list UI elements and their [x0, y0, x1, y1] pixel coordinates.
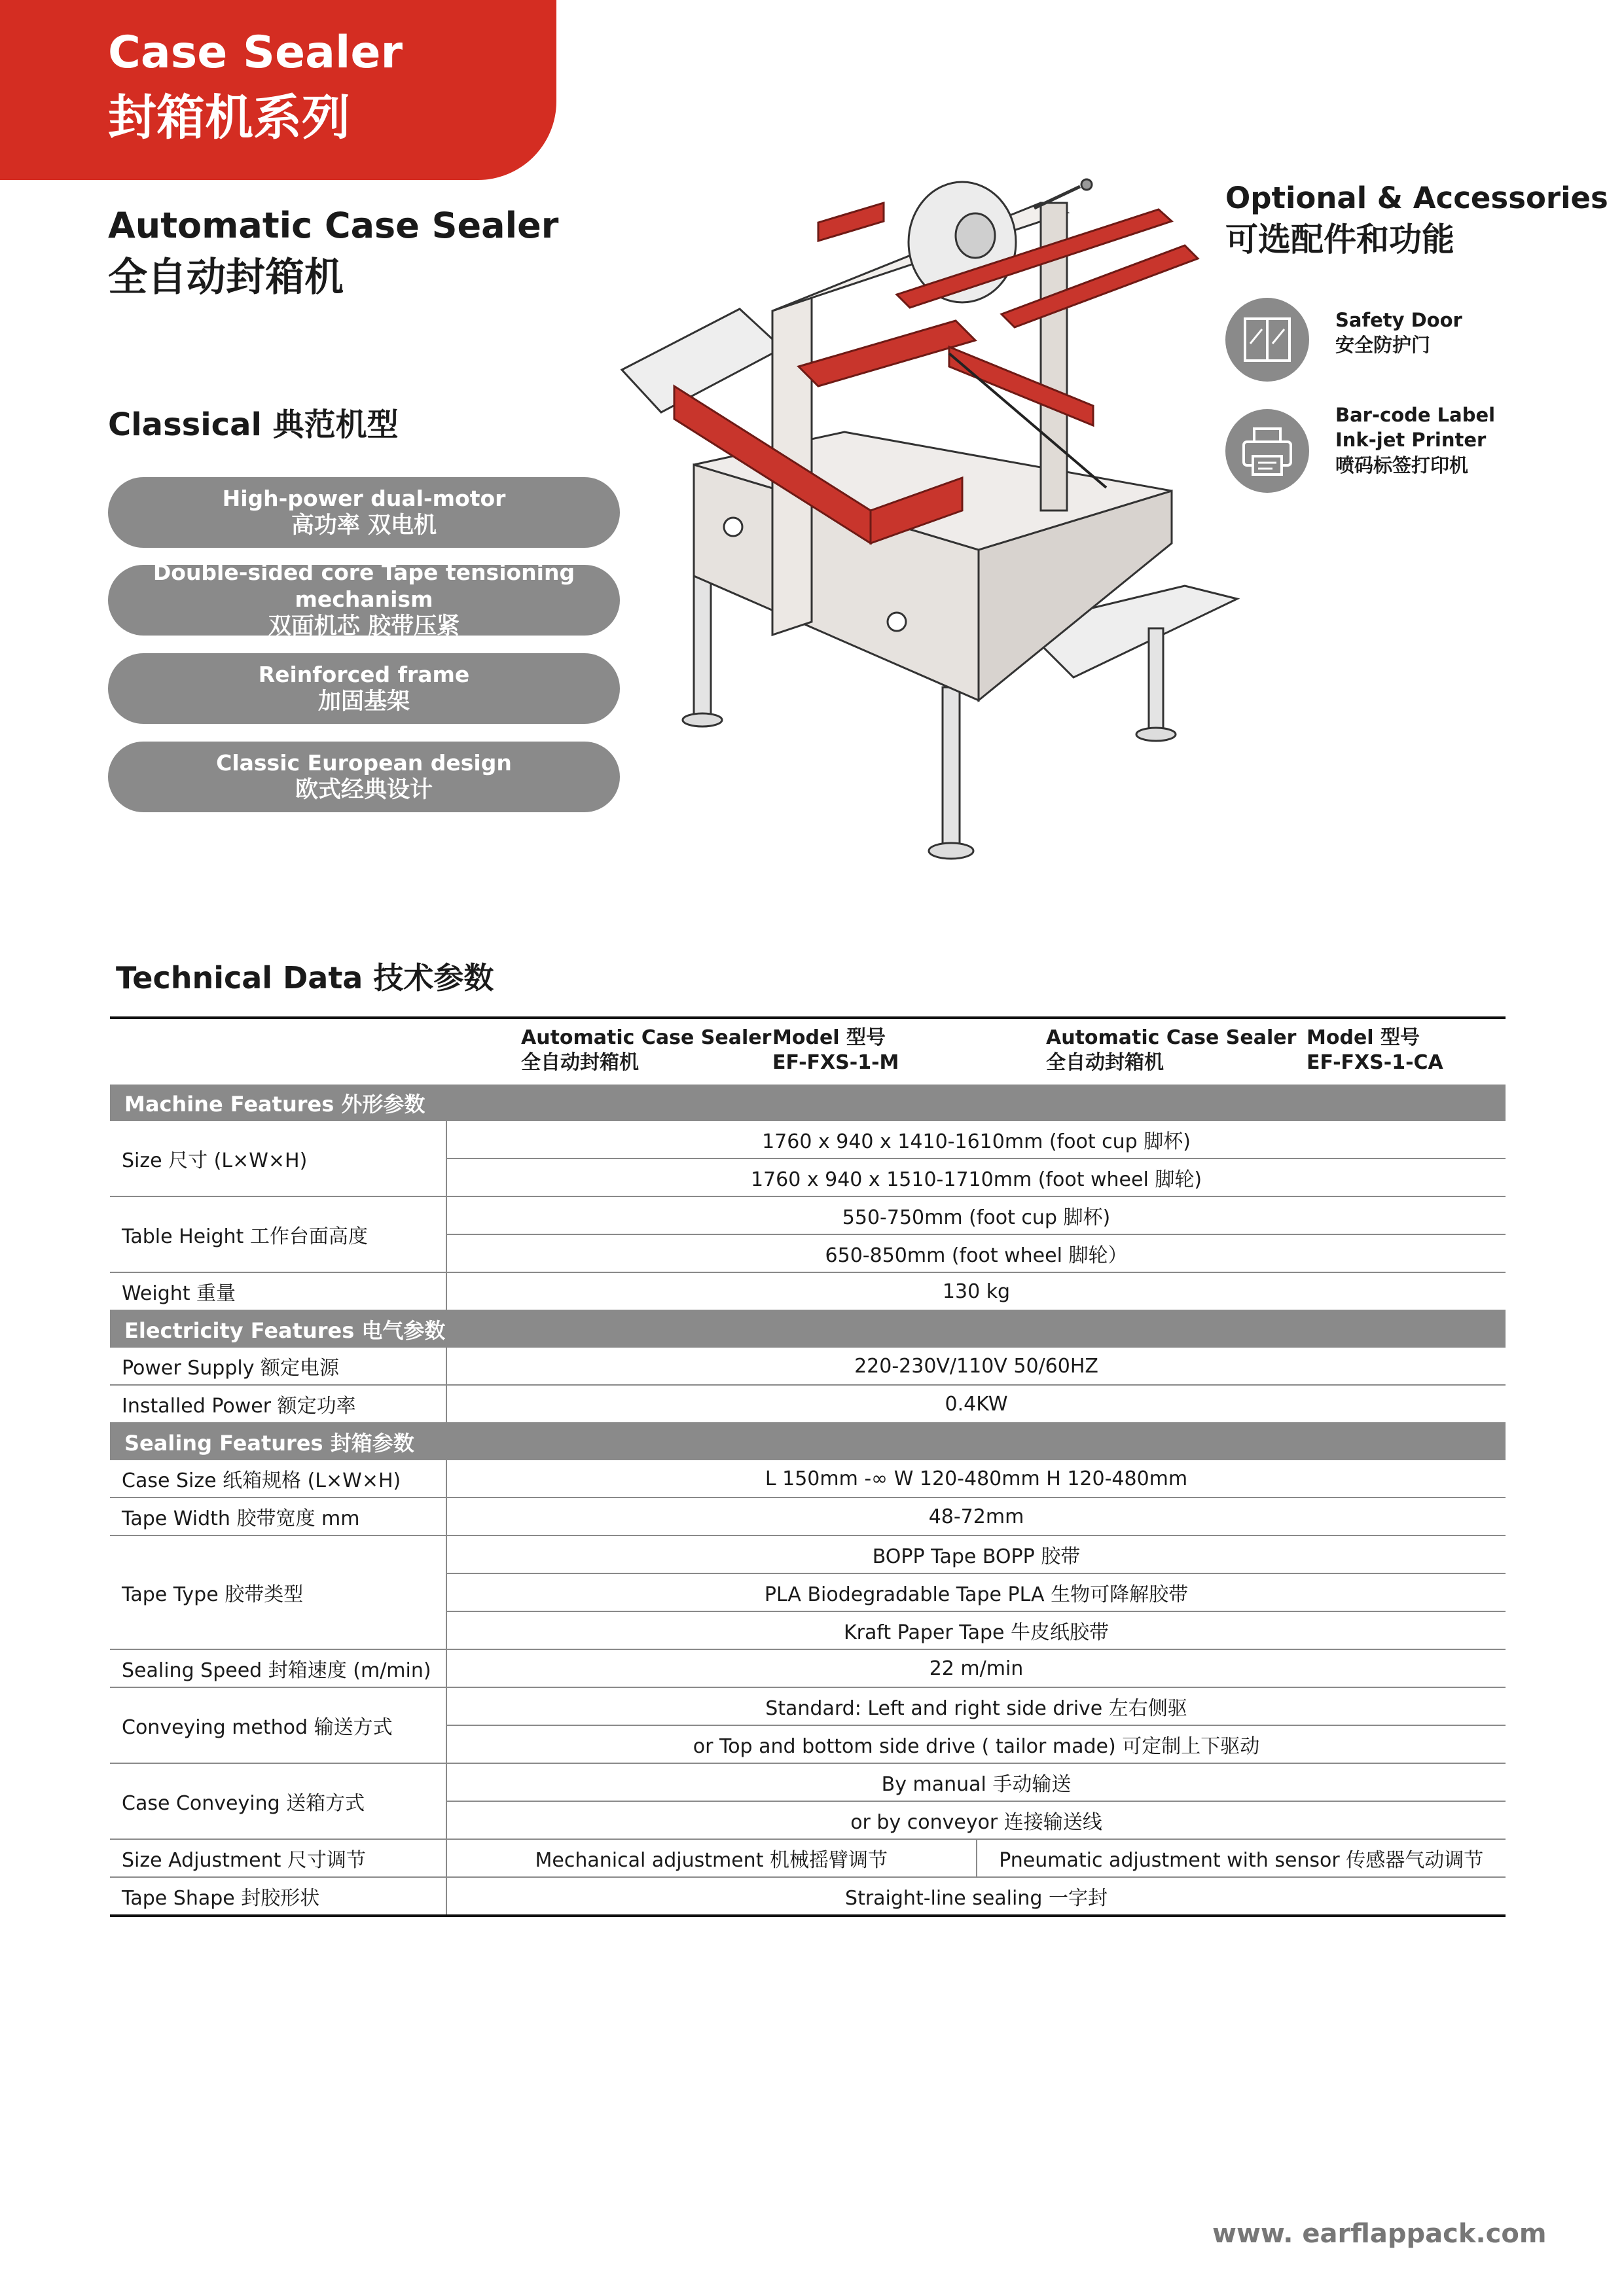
column-header-line: Automatic Case Sealer	[521, 1026, 772, 1049]
table-row	[110, 1764, 1506, 1840]
table-row	[110, 1197, 1506, 1273]
row-label: Case Size 纸箱规格 (L×W×H)	[110, 1460, 447, 1497]
feature-cn: 加固基架	[317, 688, 410, 715]
feature-pill	[108, 559, 620, 640]
column-header-line: 全自动封箱机	[521, 1050, 639, 1074]
row-label: Tape Shape 封胶形状	[110, 1878, 447, 1914]
section-electricity-features: Electricity Features 电气参数	[110, 1311, 1506, 1348]
feature-cn: 双面机芯 胶带压紧	[268, 613, 460, 640]
options-title: Optional & Accessories	[1225, 181, 1608, 215]
row-value: 130 kg	[942, 1280, 1011, 1303]
row-value: 0.4KW	[945, 1392, 1008, 1416]
safety-door-icon	[1225, 298, 1309, 382]
website-link[interactable]: www. earflappack.com	[1212, 2219, 1547, 2249]
technical-data-title: Technical Data 技术参数	[116, 960, 494, 996]
section-machine-features: Machine Features 外形参数	[110, 1085, 1506, 1121]
table-row	[110, 1840, 1506, 1878]
column-header-line: EF-FXS-1-M	[772, 1050, 899, 1074]
feature-pill	[108, 653, 620, 724]
feature-en: High-power dual-motor	[222, 485, 506, 511]
row-label: Conveying method 输送方式	[110, 1688, 447, 1763]
table-row	[110, 1688, 1506, 1764]
spec-table	[110, 1016, 1506, 1917]
accessory-line: Bar-code Label	[1335, 404, 1496, 426]
feature-cn: 高功率 双电机	[291, 512, 437, 539]
column-header-line: Model 型号	[1307, 1026, 1420, 1049]
feature-pill	[108, 742, 620, 812]
column-header-line: Automatic Case Sealer	[1046, 1026, 1297, 1049]
feature-cn: 欧式经典设计	[295, 776, 433, 803]
feature-en: Double-sided core Tape tensioning mechanism	[153, 559, 575, 613]
header-tab	[0, 0, 556, 180]
accessory-line: 喷码标签打印机	[1335, 454, 1469, 476]
table-row	[110, 1386, 1506, 1424]
table-row	[110, 1273, 1506, 1311]
accessory-label-printer	[1335, 403, 1495, 478]
product-title-cn: 全自动封箱机	[108, 255, 344, 300]
feature-en: Reinforced frame	[258, 661, 470, 687]
row-label: Installed Power 额定功率	[110, 1386, 447, 1422]
row-value: BOPP Tape BOPP 胶带	[872, 1545, 1081, 1568]
product-title: Automatic Case Sealer	[108, 205, 559, 246]
row-value: or by conveyor 连接输送线	[447, 1801, 1506, 1839]
column-header	[772, 1026, 899, 1075]
row-label: Size Adjustment 尺寸调节	[110, 1840, 447, 1876]
row-value: Standard: Left and right side drive 左右侧驱	[765, 1697, 1187, 1720]
classical-heading: Classical 典范机型	[108, 406, 399, 443]
row-label: Case Conveying 送箱方式	[110, 1764, 447, 1839]
printer-icon	[1225, 409, 1309, 493]
row-value: PLA Biodegradable Tape PLA 生物可降解胶带	[447, 1573, 1506, 1611]
header-subtitle: 封箱机系列	[108, 90, 350, 146]
column-header-line: Model 型号	[772, 1026, 886, 1049]
row-value: or Top and bottom side drive ( tailor made) 可定制上下驱动	[447, 1725, 1506, 1763]
row-label: Size 尺寸 (L×W×H)	[110, 1121, 447, 1196]
row-value: Kraft Paper Tape 牛皮纸胶带	[447, 1611, 1506, 1649]
row-value: Straight-line sealing 一字封	[845, 1887, 1108, 1910]
column-header	[1307, 1026, 1443, 1075]
column-header	[521, 1026, 771, 1075]
header-title: Case Sealer	[108, 27, 403, 79]
row-label: Weight 重量	[110, 1273, 447, 1310]
row-value: 1760 x 940 x 1510-1710mm (foot wheel 脚轮)	[447, 1158, 1506, 1196]
row-value: 550-750mm (foot cup 脚杯)	[842, 1206, 1111, 1229]
row-value: Pneumatic adjustment with sensor 传感器气动调节	[976, 1840, 1506, 1876]
row-value: 48-72mm	[928, 1505, 1024, 1528]
row-label: Sealing Speed 封箱速度 (m/min)	[110, 1650, 447, 1687]
row-value: 650-850mm (foot wheel 脚轮）	[447, 1234, 1506, 1272]
section-sealing-features: Sealing Features 封箱参数	[110, 1424, 1506, 1460]
column-header-line: 全自动封箱机	[1046, 1050, 1164, 1074]
spec-header	[110, 1016, 1506, 1085]
options-title-cn: 可选配件和功能	[1225, 221, 1454, 259]
table-row	[110, 1348, 1506, 1386]
row-label: Power Supply 额定电源	[110, 1348, 447, 1384]
row-value: 1760 x 940 x 1410-1610mm (foot cup 脚杯)	[762, 1130, 1191, 1153]
accessory-line: Safety Door	[1335, 309, 1462, 331]
table-row	[110, 1498, 1506, 1536]
accessory-line: Ink-jet Printer	[1335, 429, 1487, 452]
row-value: L 150mm -∞ W 120-480mm H 120-480mm	[765, 1467, 1188, 1490]
feature-pill	[108, 477, 620, 548]
row-value: 220-230V/110V 50/60HZ	[854, 1354, 1098, 1378]
case-sealer-illustration	[609, 124, 1250, 864]
table-row	[110, 1878, 1506, 1917]
column-header-line: EF-FXS-1-CA	[1307, 1050, 1443, 1074]
row-label: Tape Width 胶带宽度 mm	[110, 1498, 447, 1535]
table-row	[110, 1536, 1506, 1650]
accessory-line: 安全防护门	[1335, 334, 1431, 357]
row-value: Mechanical adjustment 机械摇臂调节	[535, 1849, 888, 1872]
table-row	[110, 1460, 1506, 1498]
accessory-label-safety-door	[1335, 308, 1462, 358]
table-row	[110, 1650, 1506, 1688]
row-value: 22 m/min	[929, 1657, 1024, 1680]
table-row	[110, 1121, 1506, 1197]
feature-en: Classic European design	[216, 749, 512, 776]
row-value: By manual 手动输送	[881, 1773, 1072, 1796]
row-label: Table Height 工作台面高度	[110, 1197, 447, 1272]
row-label: Tape Type 胶带类型	[110, 1536, 447, 1649]
column-header	[1046, 1026, 1296, 1075]
